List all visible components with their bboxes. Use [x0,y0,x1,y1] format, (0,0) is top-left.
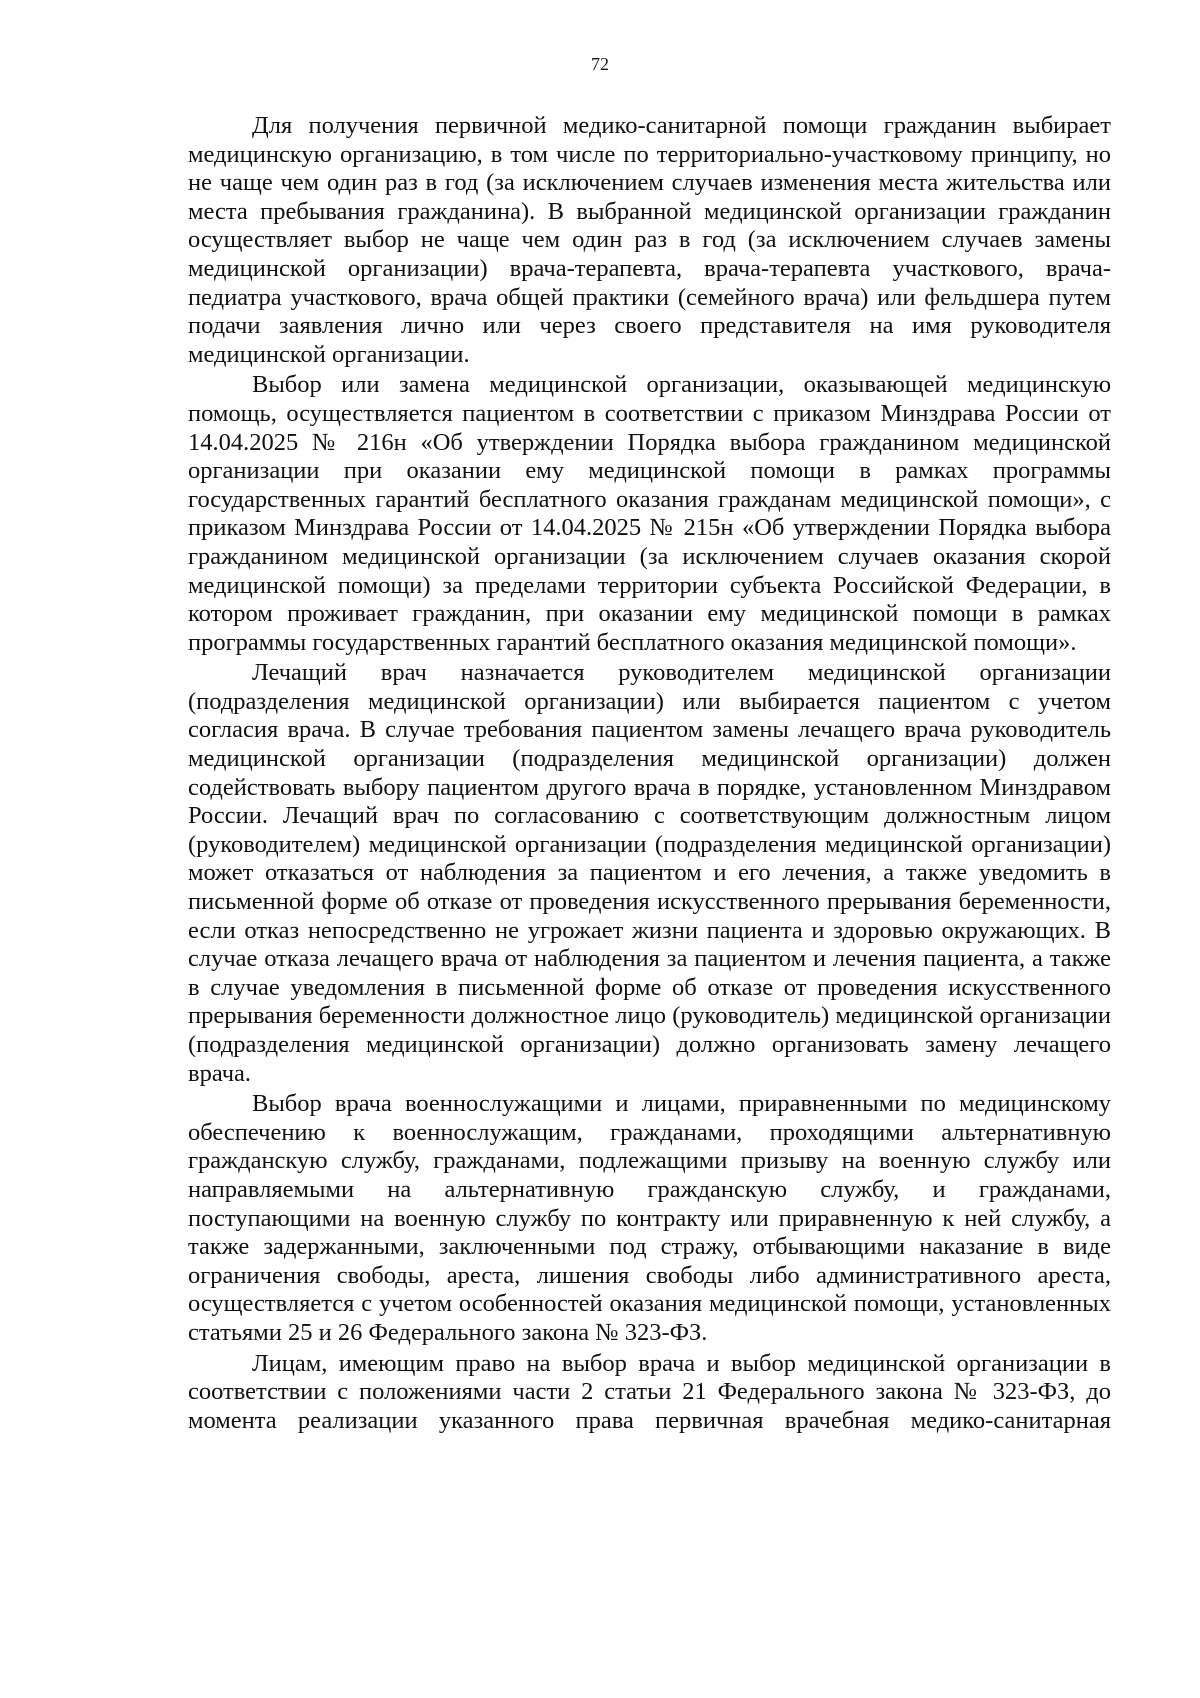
page-number: 72 [591,54,609,74]
paragraph-primary-care-choice: Для получения первичной медико-санитарной помощи гражданин выбирает медицинскую организацию, в том числе по территориально-участковому принципу, но не чаще чем один раз в год (за исключением случаев изменения места жительства или места пребывания гражданина). В выбранной медицинской организации гражданин осуществляет выбор не чаще чем один раз в год (за исключением случаев замены медицинской организации) врача-терапевта, врача-терапевта участкового, врача-педиатра участкового, врача общей практики (семейного врача) или фельдшера путем подачи заявления лично или через своего представителя на имя руководителя медицинской организации. [188,112,1111,368]
paragraph-military-choice: Выбор врача военнослужащими и лицами, приравненными по медицинскому обеспечению к военнослужащим, гражданами, проходящими альтернативную гражданскую службу, гражданами, подлежащими призыву на военную службу или направляемыми на альтернативную гражданскую службу, и гражданами, поступающими на военную службу по контракту или приравненную к ней службу, а также задержанными, заключенными под стражу, отбывающими наказание в виде ограничения свободы, ареста, лишения свободы либо административного ареста, осуществляется с учетом особенностей оказания медицинской помощи, установленных статьями 25 и 26 Федерального закона № 323-ФЗ. [188,1090,1111,1346]
paragraph-attending-physician: Лечащий врач назначается руководителем медицинской организации (подразделения медицинской организации) или выбирается пациентом с учетом согласия врача. В случае требования пациентом замены лечащего врача руководитель медицинской организации (подразделения медицинской организации) должен содействовать выбору пациентом другого врача в порядке, установленном Минздравом России. Лечащий врач по согласованию с соответствующим должностным лицом (руководителем) медицинской организации (подразделения медицинской организации) может отказаться от наблюдения за пациентом и его лечения, а также уведомить в письменной форме об отказе от проведения искусственного прерывания беременности, если отказ непосредственно не угрожает жизни пациента и здоровью окружающих. В случае отказа лечащего врача от наблюдения за пациентом и лечения пациента, а также в случае уведомления в письменной форме об отказе от проведения искусственного прерывания беременности должностное лицо (руководитель) медицинской организации (подразделения медицинской организации) должно организовать замену лечащего врача. [188,659,1111,1087]
paragraph-right-of-choice: Лицам, имеющим право на выбор врача и выбор медицинской организации в соответствии с положениями части 2 статьи 21 Федерального закона № 323-ФЗ, до момента реализации указанного права первичная врачебная медико-санитарная [188,1349,1111,1434]
document-body [188,112,1111,1435]
paragraph-organization-choice: Выбор или замена медицинской организации, оказывающей медицинскую помощь, осуществляется пациентом в соответствии с приказом Минздрава России от 14.04.2025 № 216н «Об утверждении Порядка выбора гражданином медицинской организации при оказании ему медицинской помощи в рамках программы государственных гарантий бесплатного оказания гражданам медицинской помощи», с приказом Минздрава России от 14.04.2025 № 215н «Об утверждении Порядка выбора гражданином медицинской организации (за исключением случаев оказания скорой медицинской помощи) за пределами территории субъекта Российской Федерации, в котором проживает гражданин, при оказании ему медицинской помощи в рамках программы государственных гарантий бесплатного оказания медицинской помощи». [188,371,1111,656]
